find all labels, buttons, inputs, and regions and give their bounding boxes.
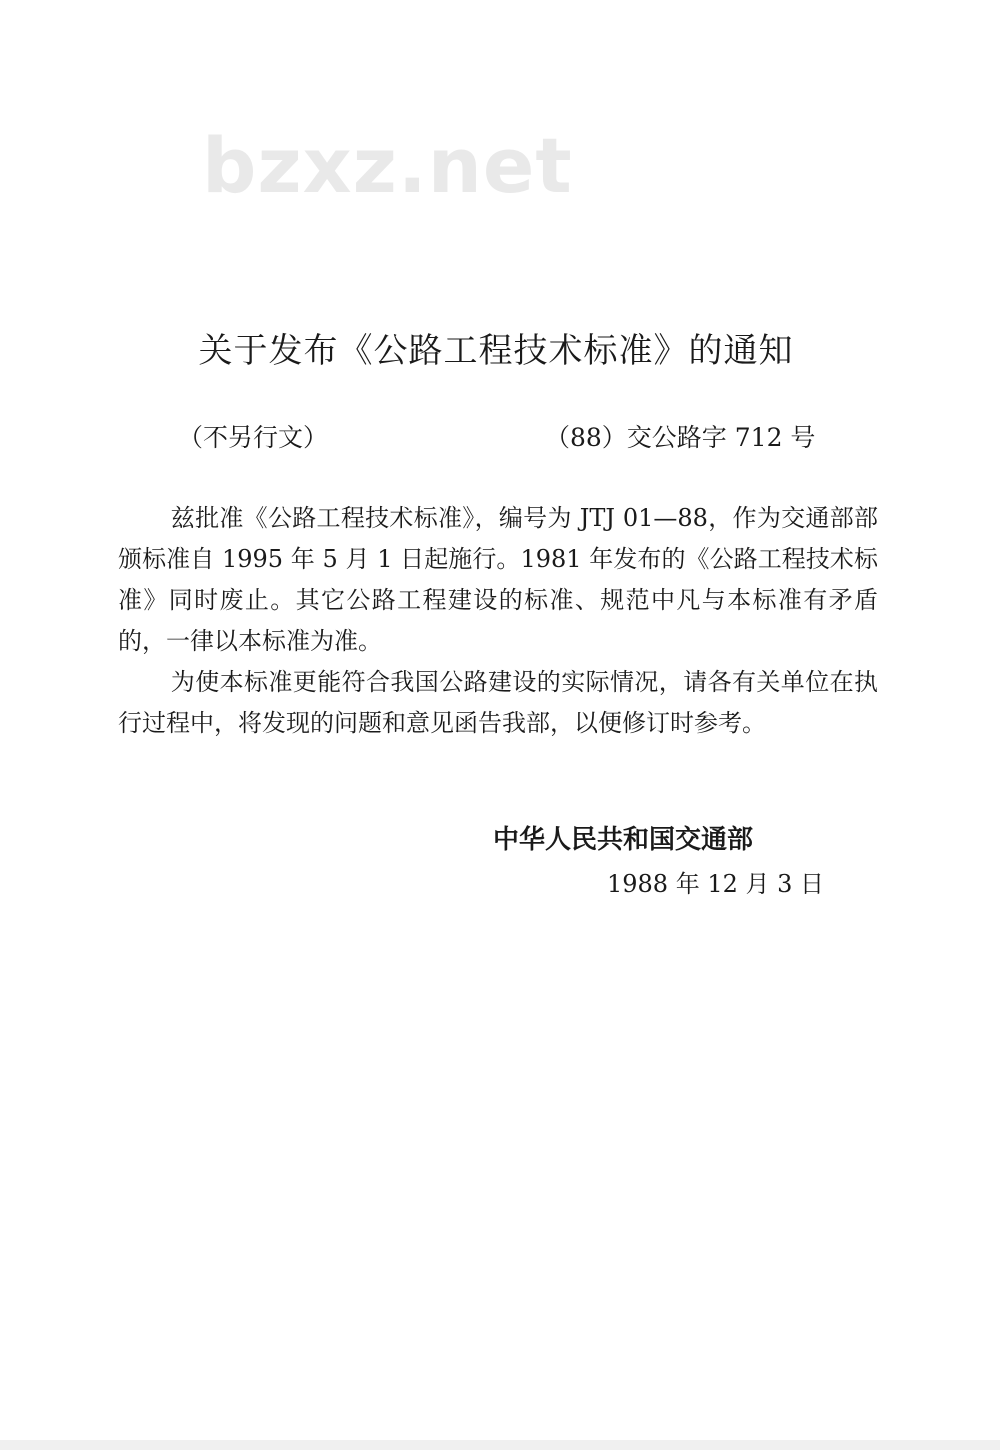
paragraph-2: 为使本标准更能符合我国公路建设的实际情况，请各有关单位在执行过程中，将发现的问题和意见函告我部，以便修订时参考。 <box>118 668 878 737</box>
issuer-signature: 中华人民共和国交通部 <box>493 825 754 855</box>
page-bottom-edge <box>0 1440 1000 1450</box>
issue-date: 1988 年 12 月 3 日 <box>607 870 825 898</box>
page-title <box>0 326 1000 376</box>
page-title-text: 关于发布《公路工程技术标准》的通知 <box>198 331 794 371</box>
watermark: bzxz.net <box>202 121 573 210</box>
paragraph-1: 兹批准《公路工程技术标准》，编号为 JTJ 01—88，作为交通部部颁标准自 1995 年 5 月 1 日起施行。1981 年发布的《公路工程技术标准》同时废止。其它公路工程建设的标准、规范中凡与本标准有矛盾的，一律以本标准为准。 <box>118 504 878 655</box>
doc-note: （不另行文） <box>178 423 329 452</box>
body-text <box>118 498 878 744</box>
doc-number: （88）交公路字 712 号 <box>545 423 816 452</box>
